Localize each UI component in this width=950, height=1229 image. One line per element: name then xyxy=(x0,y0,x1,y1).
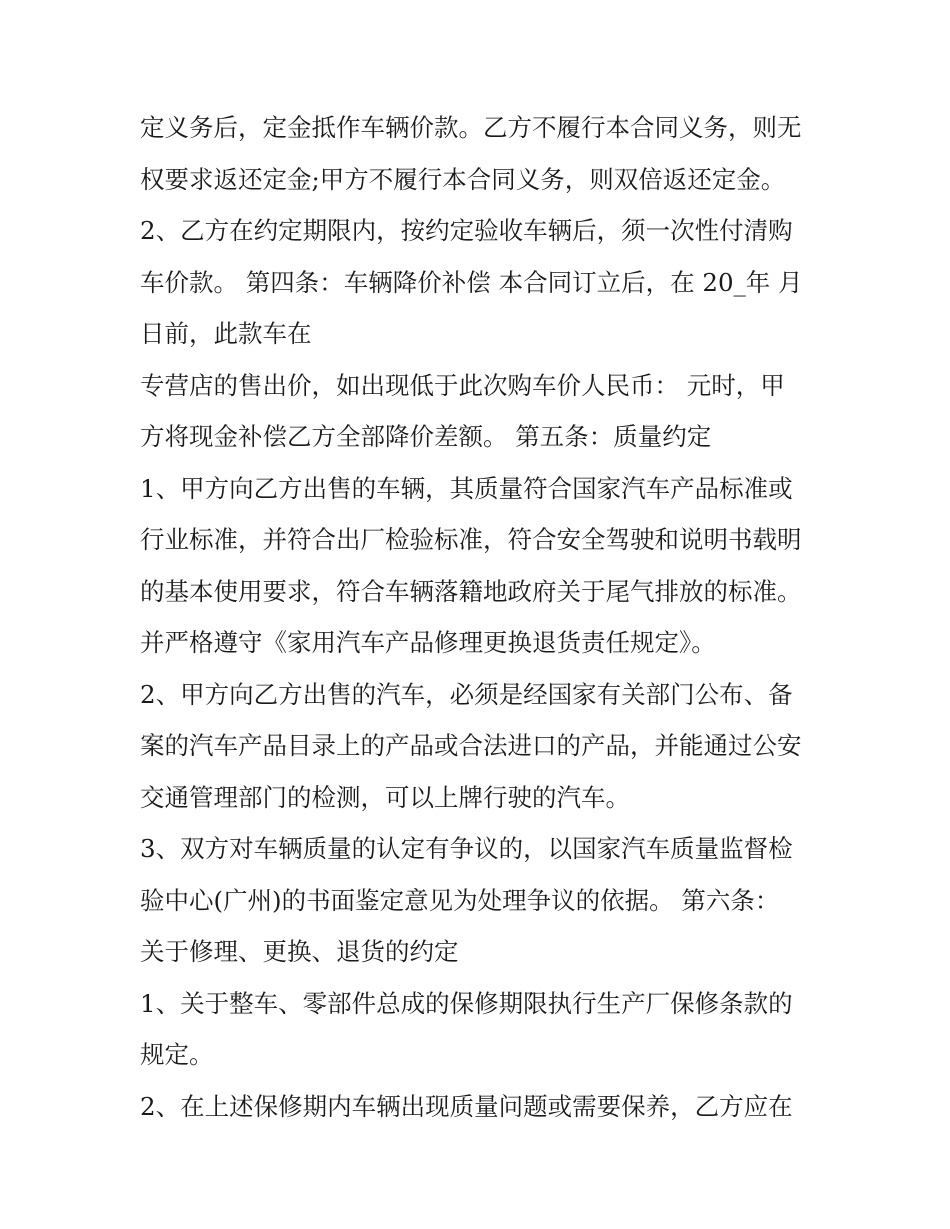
text-line: 2、乙方在约定期限内，按约定验收车辆后，须一次性付清购 xyxy=(140,216,793,245)
text-line: 并严格遵守《家用汽车产品修理更换退货责任规定》。 xyxy=(140,628,716,657)
text-line: 权要求返还定金;甲方不履行本合同义务，则双倍返还定金。 xyxy=(140,164,786,194)
text-line: 方将现金补偿乙方全部降价差额。 第五条：质量约定 xyxy=(140,422,712,451)
text-line: 2、在上述保修期内车辆出现质量问题或需要保养，乙方应在 xyxy=(140,1091,793,1121)
text-line: 3、双方对车辆质量的认定有争议的，以国家汽车质量监督检 xyxy=(140,834,793,863)
text-line: 日前，此款车在 xyxy=(140,319,312,348)
text-line: 案的汽车产品目录上的产品或合法进口的产品，并能通过公安 xyxy=(140,731,802,760)
text-line: 交通管理部门的检测，可以上牌行驶的汽车。 xyxy=(140,782,630,812)
text-line: 的基本使用要求，符合车辆落籍地政府关于尾气排放的标准。 xyxy=(140,576,802,606)
text-line: 行业标准，并符合出厂检验标准，符合安全驾驶和说明书载明 xyxy=(140,525,802,554)
text-line: 定义务后，定金抵作车辆价款。乙方不履行本合同义务，则无 xyxy=(140,113,802,142)
text-line: 2、甲方向乙方出售的汽车，必须是经国家有关部门公布、备 xyxy=(140,679,793,709)
text-line: 1、关于整车、零部件总成的保修期限执行生产厂保修条款的 xyxy=(140,988,793,1018)
text-line: 规定。 xyxy=(140,1040,214,1069)
text-line: 验中心(广州)的书面鉴定意见为处理争议的依据。 第六条： xyxy=(140,885,780,915)
contract-body-text xyxy=(140,108,820,1138)
text-line: 车价款。 第四条：车辆降价补偿 本合同订立后，在 20_年 月 xyxy=(140,267,803,297)
text-line: 专营店的售出价，如出现低于此次购车价人民币： 元时，甲 xyxy=(140,370,785,400)
text-line: 1、甲方向乙方出售的车辆，其质量符合国家汽车产品标准或 xyxy=(140,473,793,503)
text-line: 关于修理、更换、退货的约定 xyxy=(140,937,459,966)
